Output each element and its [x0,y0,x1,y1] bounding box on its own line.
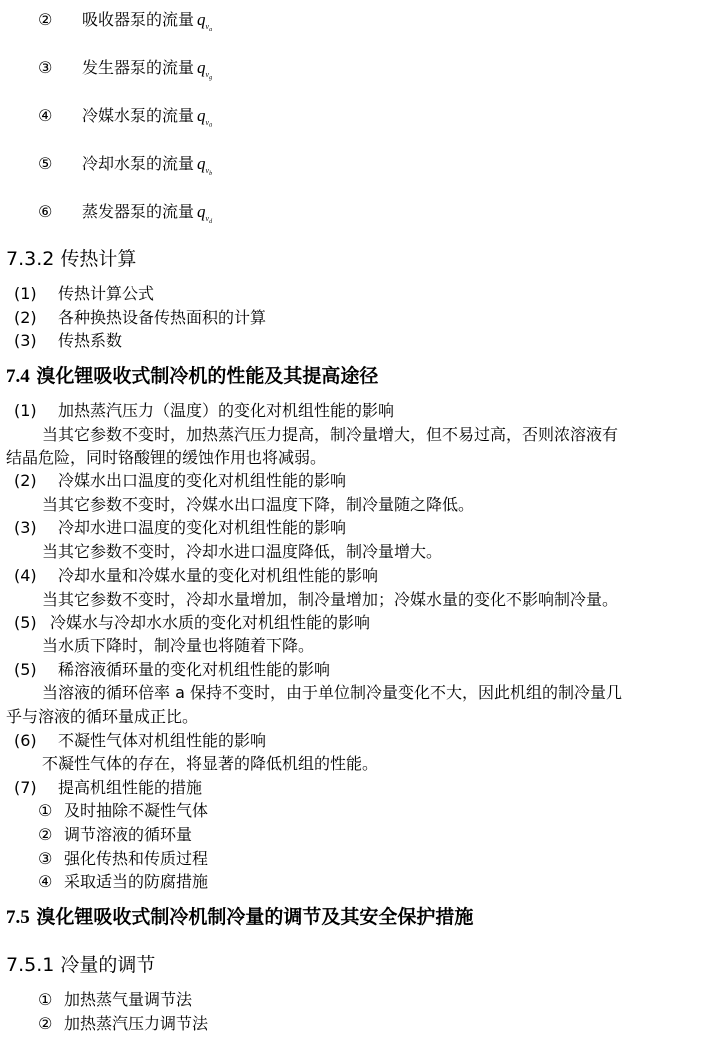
pump-text: 蒸发器泵的流量 [82,202,195,221]
pump-marker: ② [38,10,53,29]
flow-symbol: $q_{v_d}$ [197,202,213,225]
measure-item: ④ 采取适当的防腐措施 [38,872,209,891]
paragraph: 乎与溶液的循环量成正比。 [6,707,199,726]
pump-item [38,58,212,88]
pump-marker: ③ [38,58,53,77]
list-item: (3) 传热系数 [14,331,123,350]
list-item: (6) 不凝性气体对机组性能的影响 [14,731,267,750]
paragraph: 当溶液的循环倍率 a 保持不变时，由于单位制冷量变化不大，因此机组的制冷量几 [42,683,622,702]
list-item: (1) 加热蒸汽压力（温度）的变化对机组性能的影响 [14,401,395,420]
pump-item [38,202,212,232]
pump-text: 冷却水泵的流量 [82,154,195,173]
section-heading-7-5: 7.5 溴化锂吸收式制冷机制冷量的调节及其安全保护措施 [6,906,474,928]
measure-item: ① 及时抽除不凝性气体 [38,801,209,820]
paragraph: 当其它参数不变时，冷却水进口温度降低，制冷量增大。 [42,542,443,561]
list-item: (5) 稀溶液循环量的变化对机组性能的影响 [14,660,331,679]
paragraph: 结晶危险，同时铬酸锂的缓蚀作用也将减弱。 [6,448,327,467]
list-item: ② 加热蒸汽压力调节法 [38,1014,209,1033]
pump-marker: ⑥ [38,202,53,221]
pump-item [38,106,212,136]
list-item: (1) 传热计算公式 [14,284,155,303]
section-heading-7-5-1: 7.5.1 冷量的调节 [6,954,156,976]
flow-symbol: $q_{v_b}$ [197,154,213,177]
paragraph: 当其它参数不变时，冷却水量增加，制冷量增加；冷媒水量的变化不影响制冷量。 [42,590,619,609]
paragraph: 当水质下降时，制冷量也将随着下降。 [42,636,315,655]
measure-item: ② 调节溶液的循环量 [38,825,193,844]
list-item: (4) 冷却水量和冷媒水量的变化对机组性能的影响 [14,566,379,585]
paragraph: 不凝性气体的存在，将显著的降低机组的性能。 [42,754,379,773]
pump-marker: ④ [38,106,53,125]
paragraph: 当其它参数不变时，加热蒸汽压力提高，制冷量增大，但不易过高，否则浓溶液有 [42,425,619,444]
list-item: ① 加热蒸气量调节法 [38,990,193,1009]
pump-text: 发生器泵的流量 [82,58,195,77]
section-heading-7-4: 7.4 溴化锂吸收式制冷机的性能及其提高途径 [6,365,379,387]
section-heading-7-3-2: 7.3.2 传热计算 [6,248,137,270]
pump-text: 冷媒水泵的流量 [82,106,195,125]
paragraph: 当其它参数不变时，冷媒水出口温度下降，制冷量随之降低。 [42,495,475,514]
list-item: (2) 各种换热设备传热面积的计算 [14,308,267,327]
list-item: (7) 提高机组性能的措施 [14,778,203,797]
measure-item: ③ 强化传热和传质过程 [38,849,209,868]
pump-marker: ⑤ [38,154,53,173]
flow-symbol: $q_{v_0}$ [197,106,213,129]
list-item: (2) 冷媒水出口温度的变化对机组性能的影响 [14,471,347,490]
pump-item [38,154,212,184]
flow-symbol: $q_{v_a}$ [197,10,213,33]
pump-text: 吸收器泵的流量 [82,10,195,29]
flow-symbol: $q_{v_g}$ [197,58,213,81]
pump-item [38,10,212,40]
list-item: (3) 冷却水进口温度的变化对机组性能的影响 [14,518,347,537]
list-item: (5) 冷媒水与冷却水水质的变化对机组性能的影响 [14,613,371,632]
